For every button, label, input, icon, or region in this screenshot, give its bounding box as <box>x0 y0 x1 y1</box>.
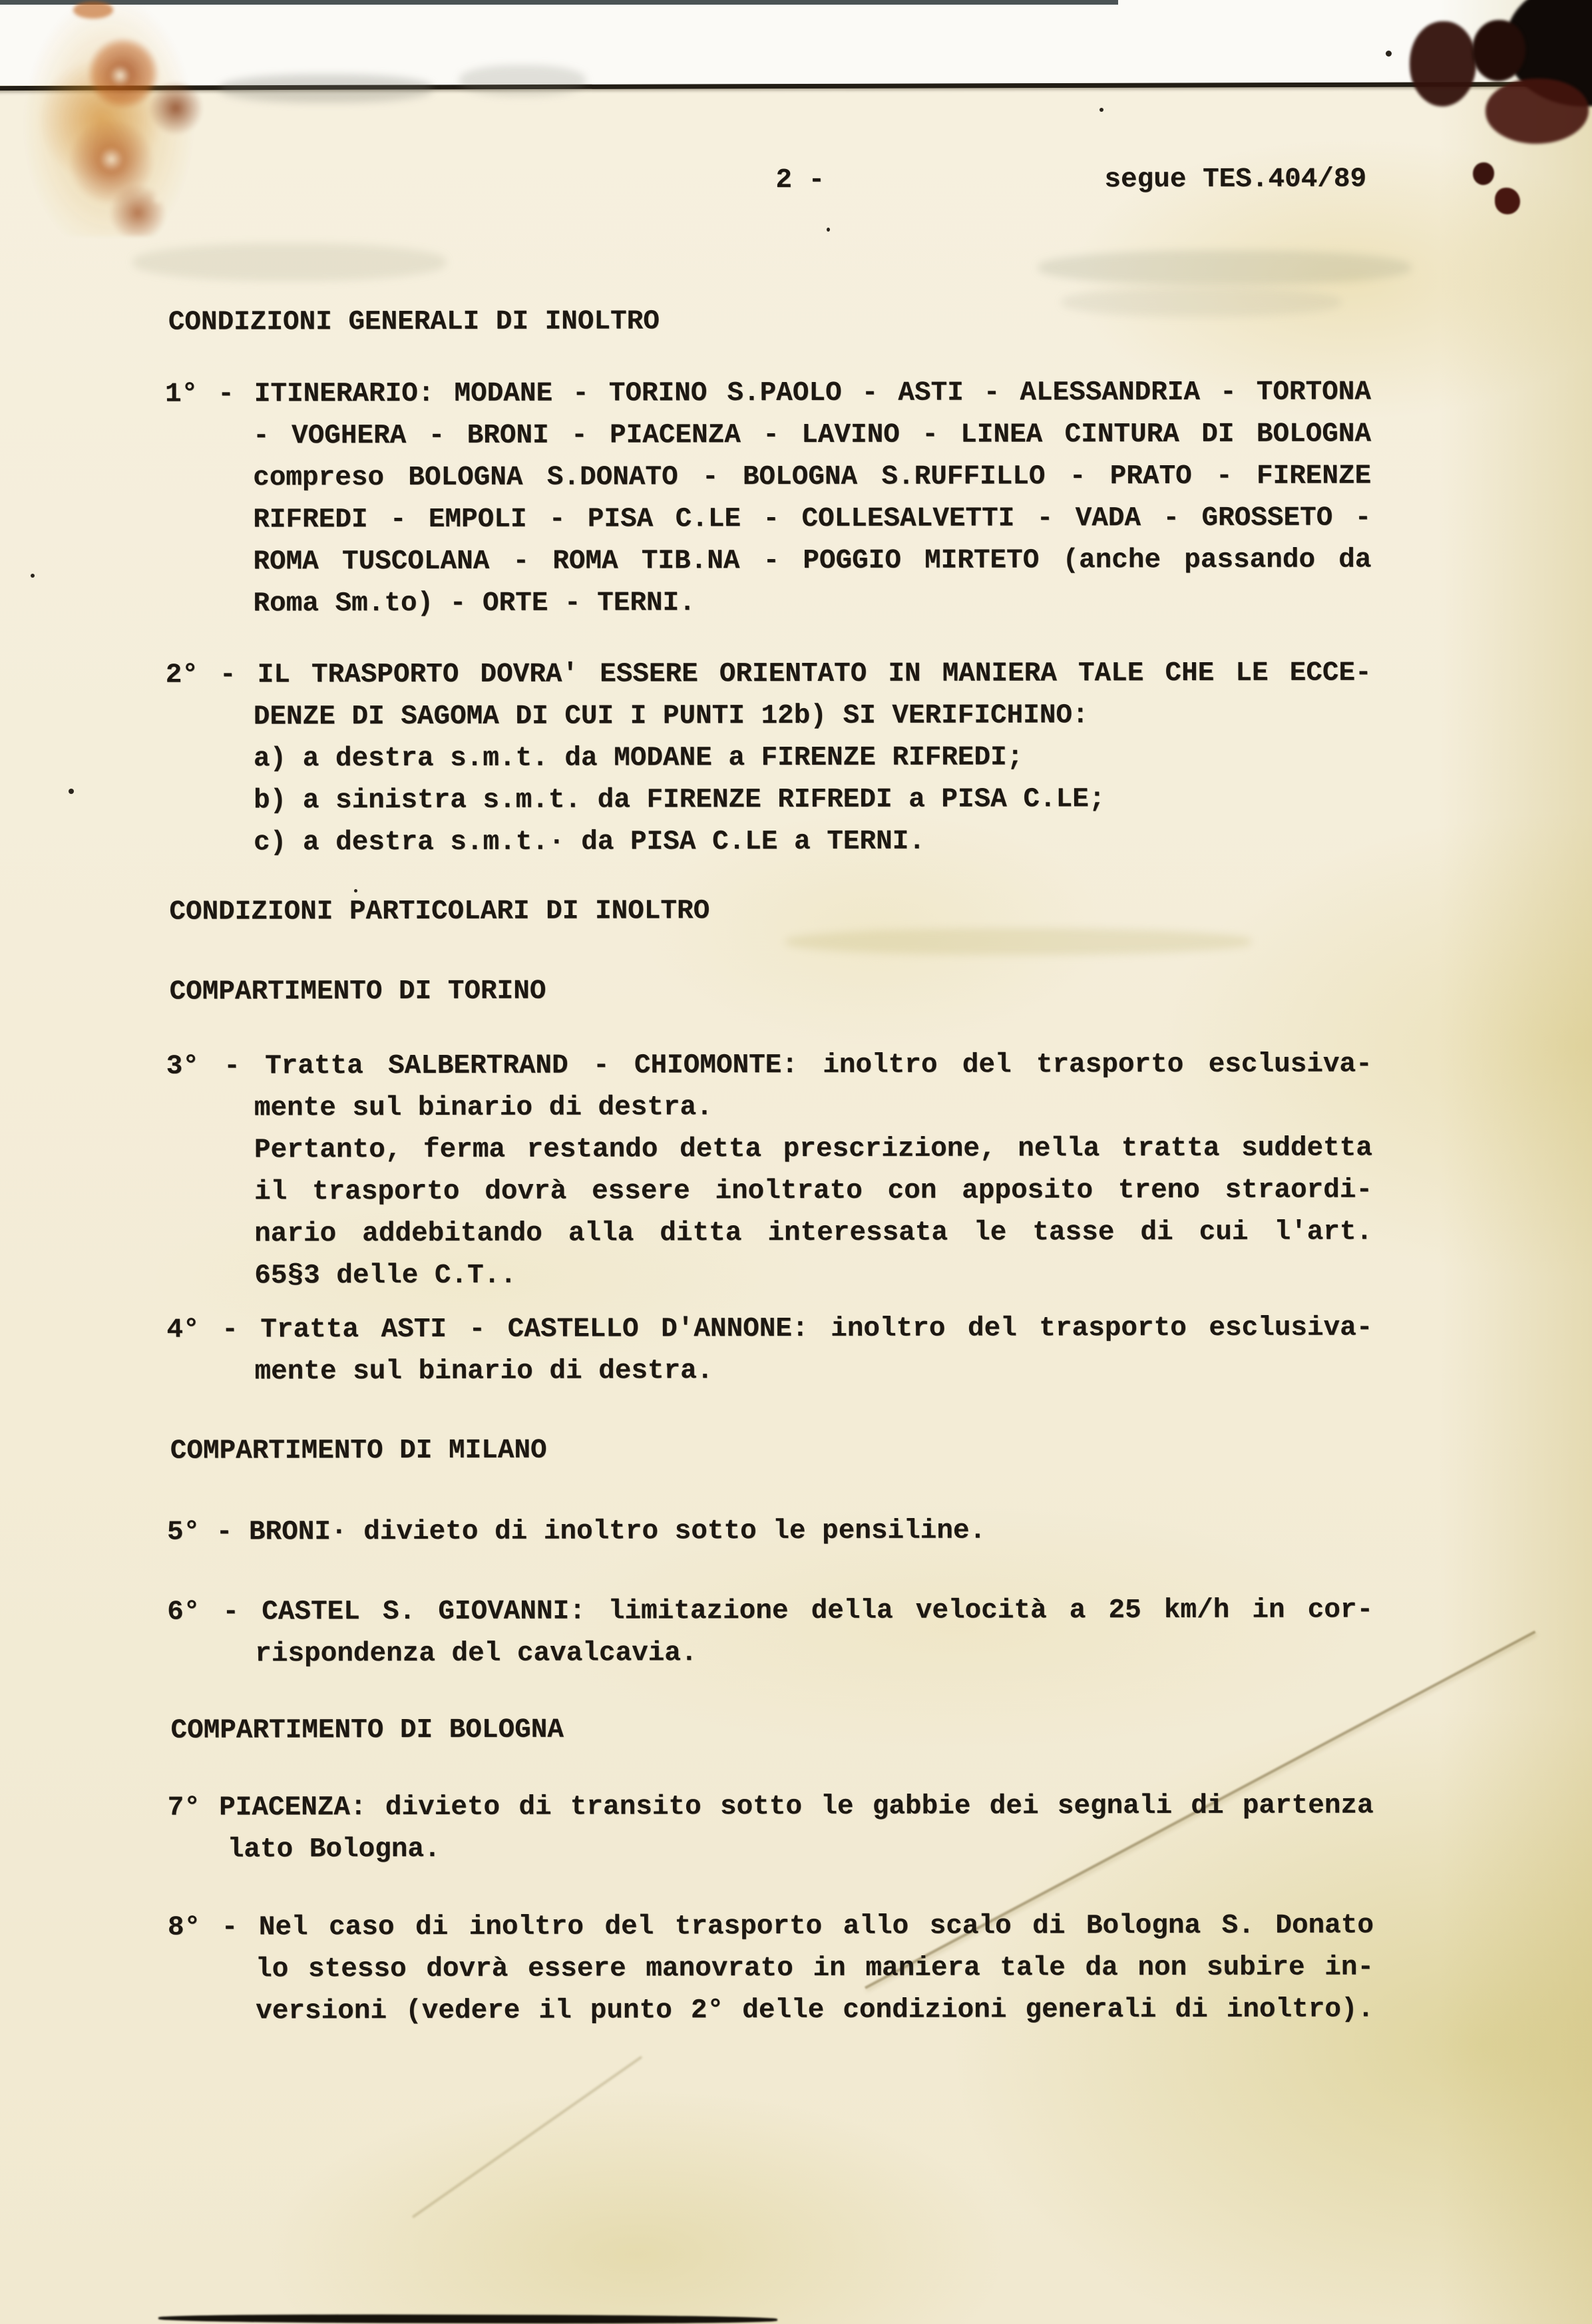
paragraph-5 <box>167 1509 1373 1553</box>
doc-line: mente sul binario di destra. <box>254 1092 713 1124</box>
doc-line: il trasporto dovrà essere inoltrato con apposito treno straordi- <box>254 1175 1373 1208</box>
doc-line: compreso BOLOGNA S.DONATO - BOLOGNA S.RUFFILLO - PRATO - FIRENZE <box>253 461 1372 494</box>
doc-line: Pertanto, ferma restando detta prescrizione, nella tratta suddetta <box>254 1133 1373 1166</box>
doc-line: rispondenza del cavalcavia. <box>255 1638 697 1670</box>
doc-line: mente sul binario di destra. <box>254 1356 713 1388</box>
doc-line: DENZE DI SAGOMA DI CUI I PUNTI 12b) SI VERIFICHINO: <box>253 700 1089 733</box>
paragraph-2 <box>166 652 1372 864</box>
doc-line: lato Bologna. <box>227 1834 441 1865</box>
doc-line: ROMA TUSCOLANA - ROMA TIB.NA - POGGIO MIRTETO (anche passando da <box>253 544 1372 578</box>
section-heading-general: CONDIZIONI GENERALI DI INOLTRO <box>168 306 660 338</box>
doc-line: 65§3 delle C.T.. <box>254 1260 517 1292</box>
paragraph-4 <box>166 1307 1372 1393</box>
doc-line: 6° - CASTEL S. GIOVANNI: limitazione della velocità a 25 km/h in cor- <box>167 1595 1374 1628</box>
doc-line: c) a destra s.m.t.· da PISA C.LE a TERNI. <box>254 826 925 859</box>
paragraph-8 <box>168 1905 1374 2033</box>
doc-line: nario addebitando alla ditta interessata le tasse di cui l'art. <box>254 1217 1373 1250</box>
section-heading-torino: COMPARTIMENTO DI TORINO <box>169 976 546 1008</box>
paragraph-7 <box>168 1785 1374 1871</box>
section-heading-bologna: COMPARTIMENTO DI BOLOGNA <box>170 1714 564 1746</box>
page-number: 2 - <box>775 164 825 196</box>
doc-line: 2° - IL TRASPORTO DOVRA' ESSERE ORIENTATO IN MANIERA TALE CHE LE ECCE- <box>165 658 1372 691</box>
doc-line: 1° - ITINERARIO: MODANE - TORINO S.PAOLO - ASTI - ALESSANDRIA - TORTONA <box>164 377 1372 410</box>
doc-line: 7° PIACENZA: divieto di transito sotto le gabbie dei segnali di partenza <box>167 1790 1374 1824</box>
doc-line: versioni (vedere il punto 2° delle condizioni generali di inoltro). <box>256 1994 1374 2027</box>
paragraph-1 <box>165 371 1372 625</box>
paragraph-6 <box>167 1589 1373 1675</box>
doc-line: b) a sinistra s.m.t. da FIRENZE RIFREDI a PISA C.LE; <box>254 784 1105 817</box>
doc-line: - VOGHERA - BRONI - PIACENZA - LAVINO - LINEA CINTURA DI BOLOGNA <box>253 419 1372 452</box>
doc-line: 3° - Tratta SALBERTRAND - CHIOMONTE: inoltro del trasporto esclusiva- <box>166 1049 1372 1082</box>
section-heading-particular: CONDIZIONI PARTICOLARI DI INOLTRO <box>169 896 710 928</box>
document-reference: segue TES.404/89 <box>1104 164 1367 196</box>
paragraph-3 <box>166 1044 1373 1297</box>
doc-line: a) a destra s.m.t. da MODANE a FIRENZE RIFREDI; <box>253 742 1024 775</box>
doc-line: lo stesso dovrà essere manovrato in maniera tale da non subire in- <box>256 1952 1374 1985</box>
doc-line: 5° - BRONI· divieto di inoltro sotto le pensiline. <box>166 1515 986 1548</box>
doc-line: 4° - Tratta ASTI - CASTELLO D'ANNONE: inoltro del trasporto esclusiva- <box>166 1312 1373 1346</box>
section-heading-milano: COMPARTIMENTO DI MILANO <box>170 1435 547 1467</box>
doc-line: Roma Sm.to) - ORTE - TERNI. <box>253 588 696 620</box>
doc-line: 8° - Nel caso di inoltro del trasporto allo scalo di Bologna S. Donato <box>167 1910 1374 1943</box>
doc-line: RIFREDI - EMPOLI - PISA C.LE - COLLESALVETTI - VADA - GROSSETO - <box>253 502 1372 536</box>
